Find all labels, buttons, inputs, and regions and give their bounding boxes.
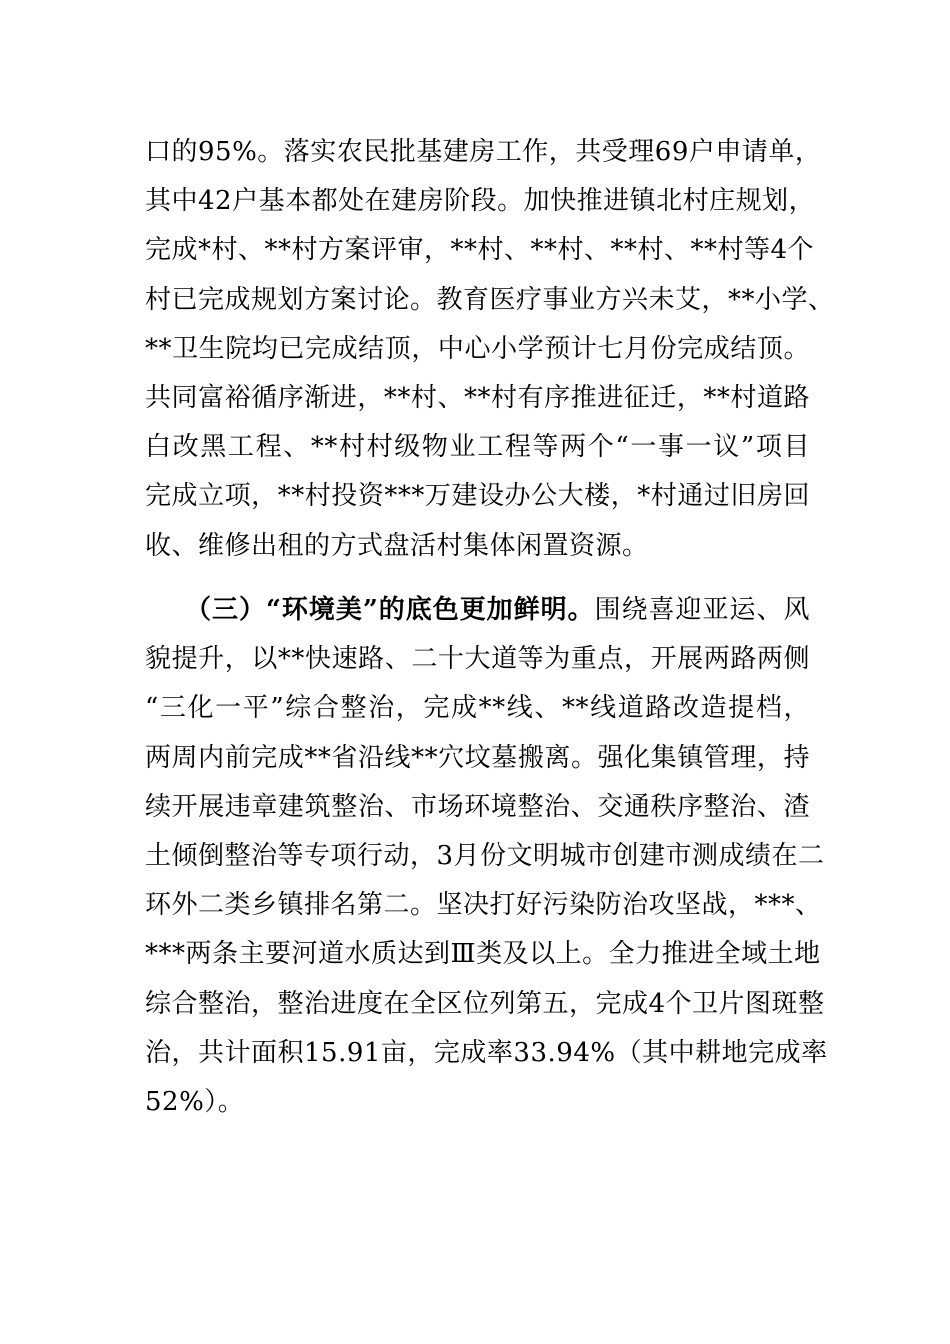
paragraph-line: “三化一平”综合整治，完成**线、**线道路改造提档， — [145, 693, 810, 724]
paragraph-line: 完成*村、**村方案评审，**村、**村、**村、**村等4个 — [145, 235, 815, 266]
paragraph-line: 口的95%。落实农民批基建房工作，共受理69户申请单， — [145, 137, 822, 167]
paragraph-2 — [145, 586, 828, 1127]
paragraph-line: 白改黑工程、**村村级物业工程等两个“一事一议”项目 — [145, 432, 810, 463]
paragraph-line: 其中42户基本都处在建房阶段。加快推进镇北村庄规划， — [145, 186, 816, 217]
paragraph-line: 综合整治，整治进度在全区位列第五，完成4个卫片图斑整 — [145, 988, 825, 1019]
paragraph-line: **卫生院均已完成结顶，中心小学预计七月份完成结顶。 — [145, 333, 810, 364]
paragraph-line: 续开展违章建筑整治、市场环境整治、交通秩序整治、渣 — [145, 791, 810, 822]
paragraph-line: 完成立项，**村投资***万建设办公大楼，*村通过旧房回 — [145, 481, 810, 512]
section-heading: （三）“环境美”的底色更加鲜明。 — [185, 595, 595, 625]
paragraph-line: 村已完成规划方案讨论。教育医疗事业方兴未艾，**小学、 — [145, 284, 835, 315]
paragraph-line: 环外二类乡镇排名第二。坚决打好污染防治攻坚战，***、 — [145, 890, 822, 921]
paragraph-line: 貌提升，以**快速路、二十大道等为重点，开展两路两侧 — [145, 644, 810, 675]
paragraph-line: ***两条主要河道水质达到Ⅲ类及以上。全力推进全域土地 — [145, 939, 821, 970]
paragraph-line: 治，共计面积15.91亩，完成率33.94%（其中耕地完成率 — [145, 1037, 828, 1068]
paragraph-first-line — [145, 586, 810, 635]
paragraph-line: 两周内前完成**省沿线**穴坟墓搬离。强化集镇管理，持 — [145, 742, 810, 773]
paragraph-1 — [145, 128, 835, 571]
paragraph-line: 52%）。 — [145, 1086, 245, 1117]
paragraph-line: 土倾倒整治等专项行动，3月份文明城市创建市测成绩在二 — [145, 840, 825, 871]
paragraph-line: 共同富裕循序渐进，**村、**村有序推进征迁，**村道路 — [145, 382, 810, 413]
paragraph-text: 围绕喜迎亚运、风 — [594, 595, 810, 625]
paragraph-line: 收、维修出租的方式盘活村集体闲置资源。 — [145, 530, 649, 561]
